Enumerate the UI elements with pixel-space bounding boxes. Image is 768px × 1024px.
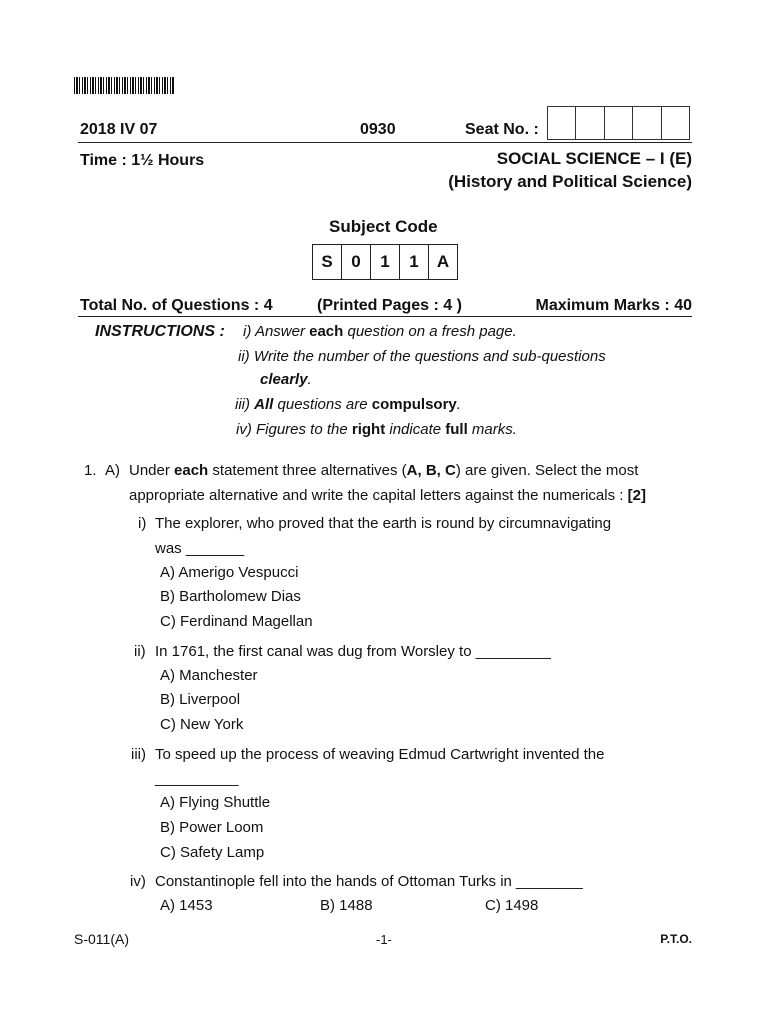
code-char: 1 — [371, 245, 400, 279]
barcode — [74, 77, 175, 94]
sub-q-number: ii) — [134, 643, 146, 660]
seat-number-boxes[interactable] — [547, 106, 690, 140]
question-intro-line2: appropriate alternative and write the capital letters against the numericals : [2] — [129, 487, 646, 504]
sub-q-text: The explorer, who proved that the earth is round by circumnavigating — [155, 515, 612, 532]
option: C) Safety Lamp — [160, 844, 265, 861]
page-number: -1- — [376, 932, 392, 947]
option: A) Flying Shuttle — [160, 794, 271, 811]
footer-code: S-011(A) — [74, 931, 129, 947]
sub-q-text: Constantinople fell into the hands of Ottoman Turks in ________ — [155, 873, 583, 890]
code-char: S — [313, 245, 342, 279]
option: A) Manchester — [160, 667, 258, 684]
instruction-2: ii) Write the number of the questions and sub-questions — [238, 348, 606, 365]
instruction-1: i) Answer each question on a fresh page. — [243, 323, 517, 340]
option: A) 1453 — [160, 897, 213, 914]
option: C) 1498 — [485, 897, 539, 914]
subject-subtitle: (History and Political Science) — [448, 172, 692, 191]
seat-box[interactable] — [633, 107, 661, 139]
time-label: Time : 1½ Hours — [80, 152, 205, 169]
subject-code-label: Subject Code — [329, 217, 438, 236]
sub-q-number: iv) — [130, 873, 146, 890]
code-char: A — [436, 252, 450, 271]
option: B) Liverpool — [160, 691, 241, 708]
sub-q-number: iii) — [131, 746, 146, 763]
instruction-3: iii) All questions are compulsory. — [235, 396, 461, 413]
option: B) 1488 — [320, 897, 373, 914]
code-char: 1 — [400, 245, 429, 279]
option: C) Ferdinand Magellan — [160, 613, 313, 630]
sub-q-text-cont: was _______ — [155, 540, 245, 557]
option: C) New York — [160, 716, 244, 733]
sub-q-text: To speed up the process of weaving Edmud Cartwright invented the — [155, 746, 605, 763]
seat-box[interactable] — [576, 107, 604, 139]
seat-box[interactable] — [548, 107, 576, 139]
code-char: 0 — [342, 245, 371, 279]
option: B) Power Loom — [160, 819, 264, 836]
instructions-divider — [78, 316, 692, 317]
option: B) Bartholomew Dias — [160, 588, 301, 605]
sub-q-text: In 1761, the first canal was dug from Worsley to _________ — [155, 643, 551, 660]
question-intro: Under each statement three alternatives (A, B, C) are given. Select the most — [129, 462, 639, 479]
printed-pages: (Printed Pages : 4 ) — [317, 297, 462, 314]
option: A) Amerigo Vespucci — [160, 564, 299, 581]
seat-box[interactable] — [662, 107, 689, 139]
marks: [2] — [627, 487, 646, 504]
sub-q-text-cont: __________ — [155, 770, 239, 787]
instruction-2-cont: clearly. — [260, 371, 312, 388]
question-number: 1. — [84, 462, 97, 479]
subject-title: SOCIAL SCIENCE – I (E) — [496, 149, 692, 168]
date-code: 2018 IV 07 — [80, 121, 158, 138]
seat-box[interactable] — [605, 107, 633, 139]
question-part: A) — [105, 462, 120, 479]
instructions-label: INSTRUCTIONS : — [95, 323, 225, 340]
pto-label: P.T.O. — [660, 932, 692, 946]
paper-code: 0930 — [360, 121, 396, 138]
instruction-4: iv) Figures to the right indicate full marks. — [236, 421, 517, 438]
total-questions: Total No. of Questions : 4 — [80, 297, 273, 314]
header-divider — [78, 142, 692, 143]
sub-q-number: i) — [138, 515, 147, 532]
max-marks: Maximum Marks : 40 — [535, 297, 692, 314]
subject-code-boxes — [312, 244, 458, 280]
seat-label: Seat No. : — [465, 121, 539, 138]
